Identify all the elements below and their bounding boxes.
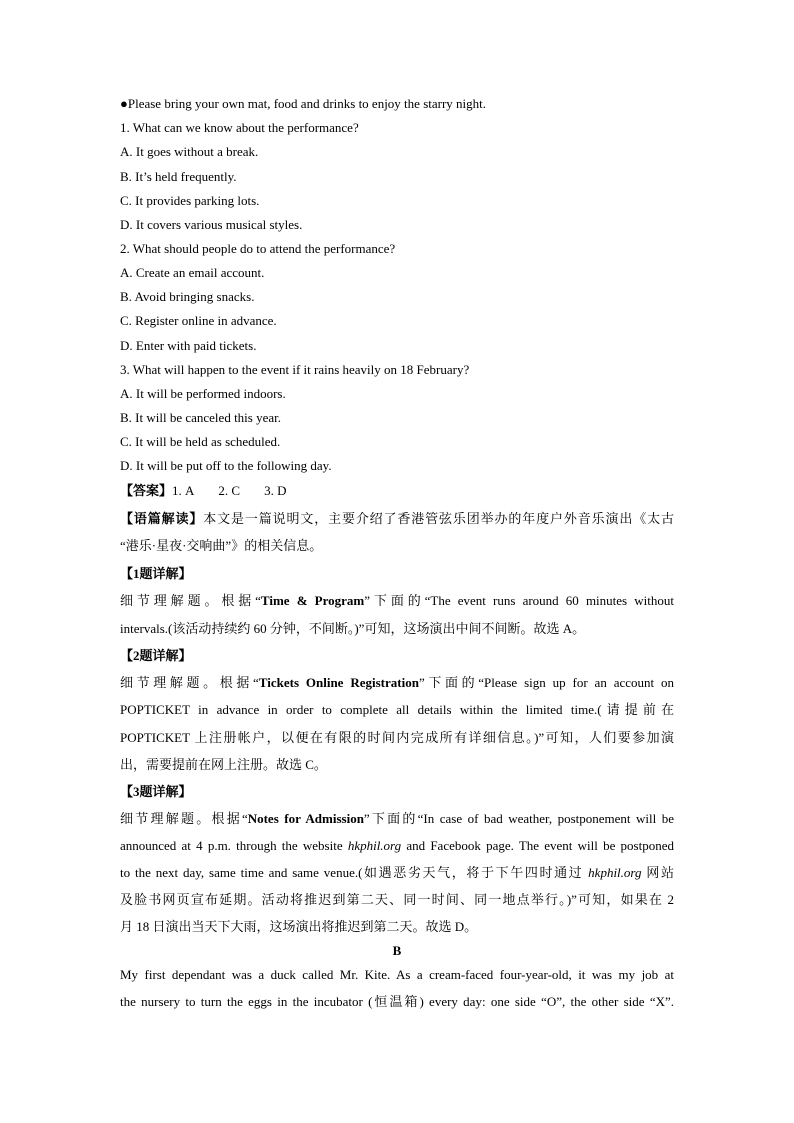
explain-3-pre: 细节理解题。根据“ [120, 811, 248, 826]
explain-3-l2-link: hkphil.org [347, 838, 402, 853]
explain-3-line-5: 月 18 日演出当天下大雨，这场演出将推迟到第二天。故选 D。 [120, 919, 478, 934]
explain-1-line-1 [120, 593, 674, 609]
explain-2-line-2: POPTICKET in advance in order to complete all details within the limited time.(请提前在 [120, 702, 674, 717]
explain-1-bold: Time & Program [260, 593, 365, 608]
explain-2-heading: 【2题详解】 [120, 648, 192, 663]
question-3-option-c: C. It will be held as scheduled. [120, 434, 281, 449]
explain-1-line-2: intervals.(该活动持续约 60 分钟，不间断。)”可知，这场演出中间不间断。故选 A。 [120, 621, 586, 636]
explain-3-l3-link: hkphil.org [588, 865, 642, 880]
explain-2-line-3: POPTICKET 上注册帐户，以便在有限的时间内完成所有详细信息。)”可知，人们要参加演 [120, 730, 674, 745]
section-b-line-1: My first dependant was a duck called Mr. Kite. As a cream-faced four-year-old, it was my job at [120, 967, 674, 982]
explain-2-line-1 [120, 675, 674, 691]
question-2-stem: 2. What should people do to attend the performance? [120, 241, 396, 256]
explain-1-pre: 细节理解题。根据“ [120, 593, 261, 608]
answer-label: 【答案】 [120, 483, 173, 498]
question-1-option-d: D. It covers various musical styles. [120, 217, 303, 232]
explain-3-l3-post: 网站 [641, 865, 674, 880]
explain-3-line-1 [120, 811, 674, 827]
answer-item-2: 2. C [218, 483, 241, 498]
explain-3-bold: Notes for Admission [247, 811, 364, 826]
question-3-option-d: D. It will be put off to the following day. [120, 458, 332, 473]
question-3-option-a: A. It will be performed indoors. [120, 386, 286, 401]
explain-3-line-4: 及脸书网页宣布延期。活动将推迟到第二天、同一时间、同一地点举行。)”可知，如果在 2 [120, 892, 674, 907]
reading-line-2: “港乐·星夜·交响曲”》的相关信息。 [120, 538, 323, 553]
question-1-option-c: C. It provides parking lots. [120, 193, 260, 208]
explain-1-post: ”下面的“The event runs around 60 minutes without [364, 593, 674, 608]
explain-3-l2-pre: announced at 4 p.m. through the website [120, 838, 348, 853]
question-2-option-a: A. Create an email account. [120, 265, 265, 280]
top-note: ●Please bring your own mat, food and drinks to enjoy the starry night. [120, 96, 487, 111]
answer-line [120, 483, 286, 499]
reading-text-1: 本文是一篇说明文，主要介绍了香港管弦乐团举办的年度户外音乐演出《太古 [203, 511, 674, 526]
explain-2-post: ”下面的“Please sign up for an account on [418, 675, 674, 690]
explain-3-line-3 [120, 865, 674, 881]
explain-2-line-4: 出，需要提前在网上注册。故选 C。 [120, 757, 327, 772]
question-1-option-a: A. It goes without a break. [120, 144, 259, 159]
question-2-option-b: B. Avoid bringing snacks. [120, 289, 255, 304]
question-1-option-b: B. It’s held frequently. [120, 169, 237, 184]
question-1-stem: 1. What can we know about the performance? [120, 120, 359, 135]
explain-3-heading: 【3题详解】 [120, 784, 192, 799]
section-b-title: B [392, 943, 402, 958]
answer-item-1: 1. A [172, 483, 195, 498]
explain-3-l3-pre: to the next day, same time and same venue.(如遇恶劣天气，将于下午四时通过 [120, 865, 589, 880]
answer-item-3: 3. D [264, 483, 287, 498]
explain-3-l2-post: and Facebook page. The event will be postponed [401, 838, 674, 853]
explain-2-bold: Tickets Online Registration [258, 675, 419, 690]
question-2-option-c: C. Register online in advance. [120, 313, 277, 328]
explain-1-heading: 【1题详解】 [120, 566, 192, 581]
question-2-option-d: D. Enter with paid tickets. [120, 338, 257, 353]
question-3-option-b: B. It will be canceled this year. [120, 410, 282, 425]
reading-line-1 [120, 511, 674, 527]
explain-3-post: ”下面的“In case of bad weather, postponement will be [363, 811, 674, 826]
explain-3-line-2 [120, 838, 674, 854]
question-3-stem: 3. What will happen to the event if it rains heavily on 18 February? [120, 362, 470, 377]
section-b-line-2: the nursery to turn the eggs in the incubator (恒温箱) every day: one side “O”, the other side “X”. [120, 994, 674, 1009]
reading-label: 【语篇解读】 [120, 511, 204, 526]
explain-2-pre: 细节理解题。根据“ [120, 675, 259, 690]
